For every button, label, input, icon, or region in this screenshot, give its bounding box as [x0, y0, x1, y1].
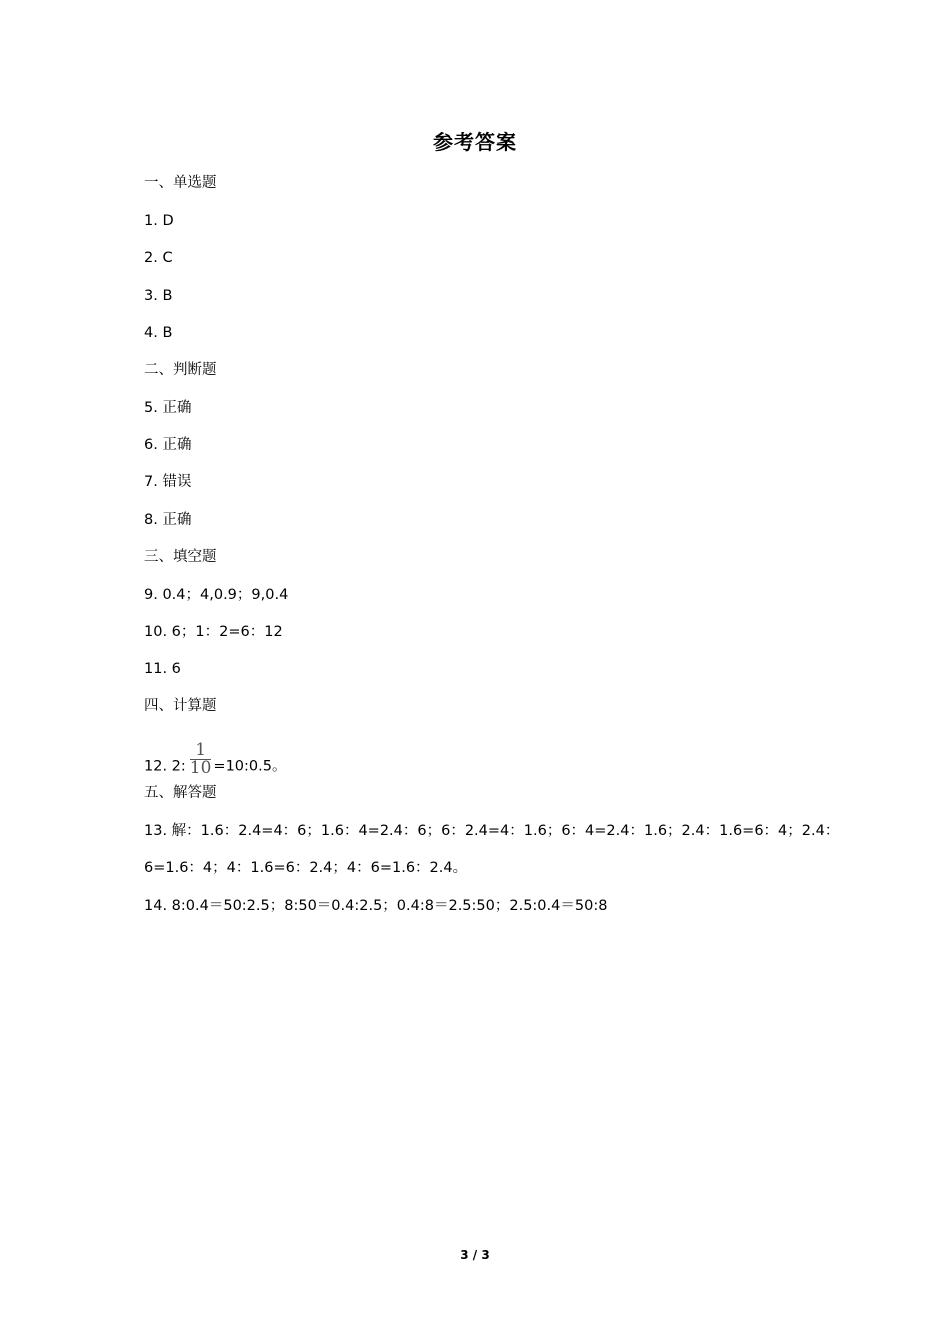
- answer-13-line-1: 13. 解：1.6：2.4=4：6；1.6：4=2.4：6；6：2.4=4：1.6；6：4=2.4：1.6；2.4：1.6=6：4；2.4：: [144, 823, 840, 839]
- answer-12-suffix: =10:0.5。: [213, 758, 287, 775]
- answer-4: 4. B: [144, 325, 173, 341]
- section-heading-fill-blank: 三、填空题: [144, 549, 217, 565]
- answer-12: [144, 740, 287, 784]
- section-heading-calculation: 四、计算题: [144, 698, 217, 714]
- answer-3: 3. B: [144, 288, 173, 304]
- answer-2: 2. C: [144, 250, 173, 266]
- answer-14: 14. 8:0.4＝50:2.5；8:50＝0.4:2.5；0.4:8＝2.5:50；2.5:0.4＝50:8: [144, 898, 608, 914]
- answer-11: 11. 6: [144, 661, 181, 677]
- fraction-numerator: 1: [190, 742, 212, 760]
- answer-6: 6. 正确: [144, 437, 192, 453]
- answer-12-prefix: 12. 2:: [144, 758, 186, 775]
- answer-13-line-2: 6=1.6：4；4：1.6=6：2.4；4：6=1.6：2.4。: [144, 860, 468, 876]
- answer-1: 1. D: [144, 213, 174, 229]
- fraction-denominator: 10: [189, 758, 212, 778]
- answer-8: 8. 正确: [144, 512, 192, 528]
- answer-7: 7. 错误: [144, 474, 192, 490]
- section-heading-single-choice: 一、单选题: [144, 175, 217, 191]
- section-heading-solution: 五、解答题: [144, 785, 217, 801]
- answer-10: 10. 6；1：2=6：12: [144, 624, 283, 640]
- answer-5: 5. 正确: [144, 400, 192, 416]
- fraction: [190, 742, 212, 777]
- page-title: 参考答案: [433, 130, 517, 154]
- answer-9: 9. 0.4；4,0.9；9,0.4: [144, 587, 289, 603]
- section-heading-true-false: 二、判断题: [144, 362, 217, 378]
- page-number: 3 / 3: [460, 1248, 490, 1262]
